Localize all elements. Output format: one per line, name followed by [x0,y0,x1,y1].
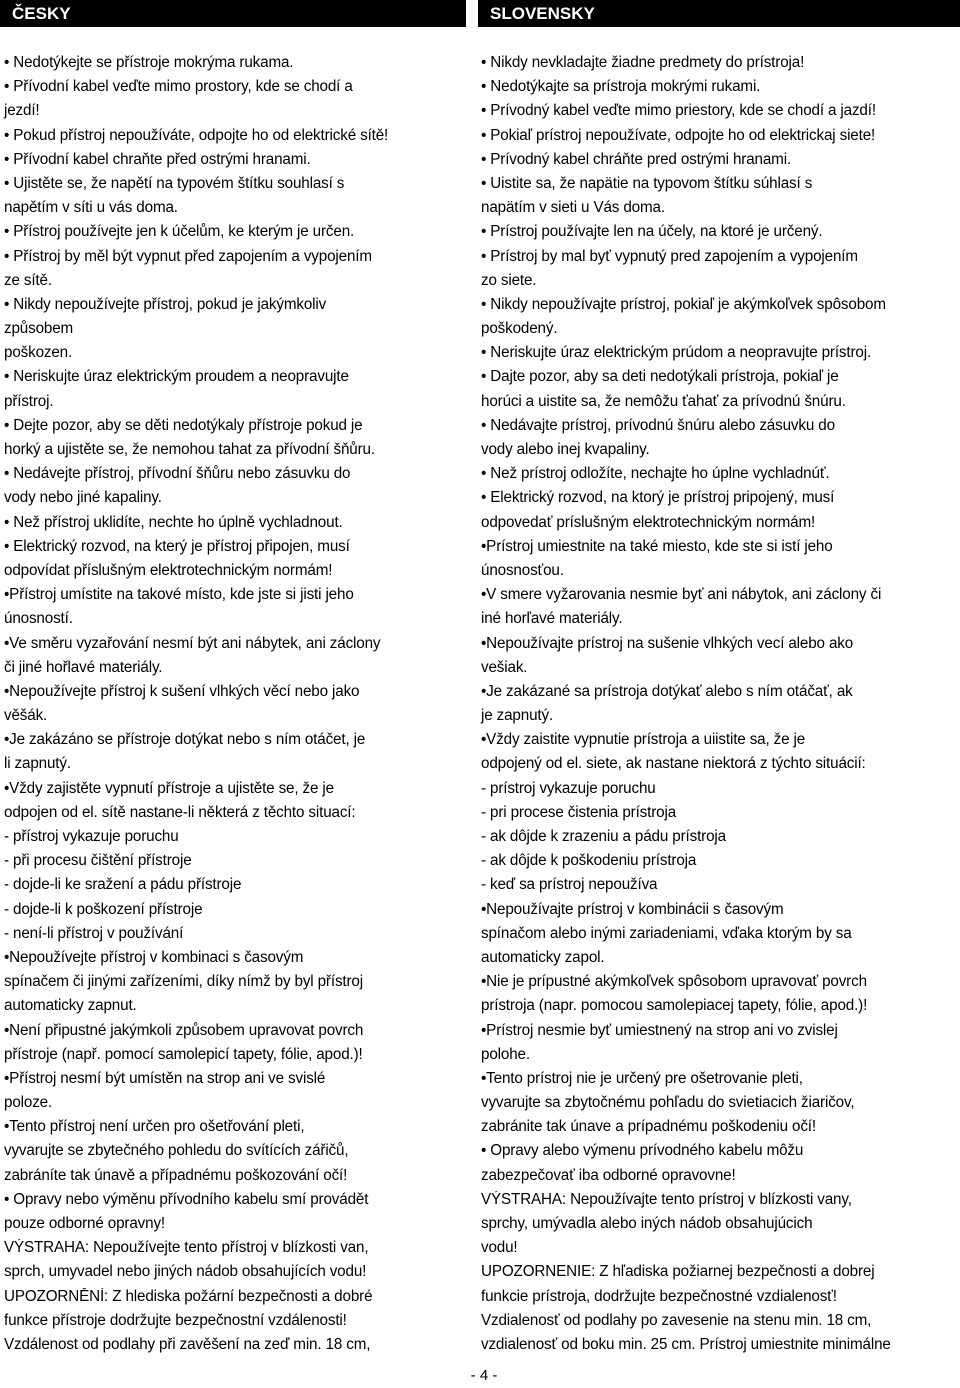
slovak-text-line: VÝSTRAHA: Nepoužívajte tento prístroj v blízkosti vany, [481,1190,852,1208]
czech-text-line: - přístroj vykazuje poruchu [4,828,179,845]
slovak-text-line: poškodený. [481,320,558,338]
czech-text-line: napětím v síti u vás doma. [4,199,178,217]
slovak-text-line: • Dajte pozor, aby sa deti nedotýkali prístroja, pokiaľ je [481,368,839,386]
slovak-text-line: •Nepoužívajte prístroj na sušenie vlhkých vecí alebo ako [481,634,854,652]
column-czech [0,0,466,1353]
slovak-text-line: - keď sa prístroj nepoužíva [481,876,658,894]
slovak-text-line: UPOZORNENIE: Z hľadiska požiarnej bezpečnosti a dobrej [481,1263,875,1281]
slovak-text-line: sprchy, umývadla alebo iných nádob obsahujúcich [481,1215,813,1232]
czech-text-line: • Nedotýkejte se přístroje mokrýma rukama. [4,54,294,71]
slovak-text-line: prístroja (napr. pomocou samolepiacej tapety, fólie, apod.)! [481,997,868,1015]
slovak-text-line: •Tento prístroj nie je určený pre ošetrovanie pleti, [481,1069,803,1087]
czech-text-line: odpojen od el. sítě nastane-li některá z těchto situací: [4,803,356,821]
slovak-text-line: zabránite tak únave a prípadnému poškodeniu očí! [481,1118,816,1136]
slovak-text-line: horúci a uistite sa, že nemôžu ťahať za prívodnú šnúru. [481,392,846,410]
czech-text-line: •Tento přístroj není určen pro ošetřování pleti, [4,1118,305,1136]
czech-text-line: • Nedávejte přístroj, přívodní šňůru nebo zásuvku do [4,465,351,483]
czech-text-line: přístroje (např. pomocí samolepicí tapety, fólie, apod.)! [4,1045,363,1063]
czech-text-line: ze sítě. [4,271,52,289]
czech-text-line: - dojde-li ke sražení a pádu přístroje [4,876,242,894]
czech-text-line: •Není připustné jakýmkoli způsobem upravovat povrch [4,1021,364,1039]
section-heading-slovak: SLOVENSKY [478,0,960,27]
czech-text-line: • Nikdy nepoužívejte přístroj, pokud je jakýmkoliv [4,295,327,313]
czech-text-line: Vzdálenost od podlahy při zavěšení na zeď min. 18 cm, [4,1335,371,1353]
slovak-text-line: • Opravy alebo výmenu prívodného kabelu môžu [481,1142,804,1160]
czech-text-line: vody nebo jiné kapaliny. [4,489,162,507]
czech-text-line: pouze odborné opravny! [4,1215,165,1232]
czech-text-line: funkce přístroje dodržujte bezpečnostní vzdálenosti! [4,1311,347,1329]
slovak-text-line: vodu! [481,1239,518,1257]
slovak-text-line: - pri procese čistenia prístroja [481,803,677,821]
slovak-text-line: Vzdialenosť od podlahy po zavesenie na stenu min. 18 cm, [481,1311,872,1329]
czech-text-line: • Přívodní kabel veďte mimo prostory, kde se chodí a [4,78,353,96]
slovak-text-line: •Prístroj nesmie byť umiestnený na strop ani vo zvislej [481,1021,838,1039]
slovak-text-line: •Vždy zaistite vypnutie prístroja a uiistite sa, že je [481,731,806,749]
slovak-text-line: odpojený od el. siete, ak nastane niektorá z týchto situácií: [481,755,866,773]
slovak-text-line: - prístroj vykazuje poruchu [481,779,656,797]
czech-text-line: automaticky zapnut. [4,997,137,1015]
slovak-text-line: • Prístroj by mal byť vypnutý pred zapojením a vypojením [481,247,858,265]
czech-text-line: •Přístroj umístite na takové místo, kde jste si jisti jeho [4,586,354,604]
slovak-text-line: - ak dôjde k poškodeniu prístroja [481,852,697,870]
czech-text-line: VÝSTRAHA: Nepoužívejte tento přístroj v blízkosti van, [4,1239,369,1257]
slovak-text-line: vzdialenosť od boku min. 25 cm. Prístroj umiestnite minimálne [481,1335,891,1353]
czech-text-line: • Opravy nebo výměnu přívodního kabelu smí provádět [4,1190,369,1208]
slovak-text-line: • Nikdy nepoužívajte prístroj, pokiaľ je akýmkoľvek spôsobom [481,295,886,313]
czech-text-line: •Nepoužívejte přístroj v kombinaci s časovým [4,948,304,966]
slovak-text-line: zo siete. [481,271,537,289]
slovak-text-line: • Prístroj používajte len na účely, na ktoré je určený. [481,223,823,241]
czech-text-line: odpovídat příslušným elektrotechnickým normám! [4,561,333,579]
czech-text-line: •Ve směru vyzařování nesmí být ani nábytek, ani záclony [4,634,381,652]
slovak-text-line: • Prívodný kabel chráňte pred ostrými hranami. [481,150,792,168]
slovak-text-line: zabezpečovať iba odborné opravovne! [481,1166,736,1184]
slovak-text-line: automaticky zapol. [481,948,605,966]
czech-text-line: přístroj. [4,392,54,410]
czech-text-line: poloze. [4,1094,53,1112]
czech-text-line: • Přístroj používejte jen k účelům, ke kterým je určen. [4,223,355,241]
slovak-text-line: •Nie je prípustné akýmkoľvek spôsobom upravovať povrch [481,973,867,991]
slovak-text-line: vyvarujte sa zbytočnému pohľadu do svietiacich žiaričov, [481,1094,855,1112]
czech-text-line: únosností. [4,610,73,628]
czech-text-line: horký a ujistěte se, že nemohou tahat za přívodní šňůru. [4,441,375,458]
czech-text-line: poškozen. [4,344,73,362]
czech-text-line: - není-li přístroj v používání [4,924,184,942]
slovak-text-line: - ak dôjde k zrazeniu a pádu prístroja [481,828,726,845]
czech-text-line: • Ujistěte se, že napětí na typovém štítku souhlasí s [4,174,345,192]
slovak-text-line: • Nikdy nevkladajte žiadne predmety do prístroja! [481,54,805,71]
czech-text-line: věšák. [4,707,48,725]
slovak-text-line: únosnosťou. [481,561,564,579]
czech-text-line: •Přístroj nesmí být umístěn na strop ani ve svislé [4,1069,326,1087]
slovak-text-line: •Prístroj umiestnite na také miesto, kde ste si istí jeho [481,537,833,555]
czech-text-line: • Přístroj by měl být vypnut před zapojením a vypojením [4,247,372,265]
czech-text-line: - při procesu čištění přístroje [4,852,192,870]
slovak-text-line: funkcie prístroja, dodržujte bezpečnostné vzdialenosť! [481,1287,837,1305]
czech-text-line: li zapnutý. [4,755,71,773]
slovak-text-line: vody alebo inej kvapaliny. [481,441,650,458]
czech-text-line: • Dejte pozor, aby se děti nedotýkaly přístroje pokud je [4,416,363,434]
czech-text-line: •Vždy zajistěte vypnutí přístroje a ujistěte se, že je [4,779,334,797]
czech-text-line: zabráníte tak únavě a případnému poškozování očí! [4,1166,348,1184]
slovak-text-line: je zapnutý. [481,707,554,725]
czech-text-line: spínačem či jinými zařízeními, díky nímž by byl přístroj [4,973,363,991]
slovak-text-line: •Nepoužívajte prístroj v kombinácii s časovým [481,900,784,918]
czech-text-line: •Je zakázáno se přístroje dotýkat nebo s ním otáčet, je [4,731,366,749]
slovak-text-line: iné horľavé materiály. [481,610,623,628]
czech-text-line: • Neriskujte úraz elektrickým proudem a neopravujte [4,368,349,386]
slovak-text-line: vešiak. [481,658,528,676]
czech-text-line: • Elektrický rozvod, na který je přístroj připojen, musí [4,537,350,555]
slovak-text-line: • Prívodný kabel veďte mimo priestory, kde se chodí a jazdí! [481,102,876,120]
czech-text-line: způsobem [4,320,74,338]
column-slovak [478,0,960,1353]
slovak-text-line: • Neriskujte úraz elektrickým prúdom a neopravujte prístroj. [481,344,872,362]
czech-text-line: • Pokud přístroj nepoužíváte, odpojte ho od elektrické sítě! [4,126,389,144]
slovak-text-line: odpovedať príslušným elektrotechnickým normám! [481,513,816,531]
slovak-text-line: • Než prístroj odložíte, nechajte ho úplne vychladnúť. [481,465,830,483]
czech-text-line: •Nepoužívejte přístroj k sušení vlhkých věcí nebo jako [4,682,360,700]
slovak-text-line: • Pokiaľ prístroj nepoužívate, odpojte ho od elektrickaj siete! [481,126,876,144]
czech-text-line: UPOZORNĚNÍ: Z hlediska požární bezpečnosti a dobré [4,1287,373,1305]
slovak-text-line: •Je zakázané sa prístroja dotýkať alebo s ním otáčať, ak [481,682,853,700]
slovak-text-line: • Uistite sa, že napätie na typovom štítku súhlasí s [481,174,813,192]
slovak-text-line: • Elektrický rozvod, na ktorý je prístroj pripojený, musí [481,489,835,507]
text-lines-czech [4,51,466,1357]
slovak-text-line: polohe. [481,1045,530,1063]
section-heading-czech: ČESKY [0,0,466,27]
czech-text-line: sprch, umyvadel nebo jiných nádob obsahujících vodu! [4,1263,367,1281]
slovak-text-line: napätím v sieti u Vás doma. [481,199,665,217]
slovak-text-line: spínačom alebo inými zariadeniami, vďaka ktorým by sa [481,924,852,942]
czech-text-line: vyvarujte se zbytečného pohledu do svítících zářičů, [4,1142,349,1160]
page-number: - 4 - [470,1367,498,1384]
text-lines-slovak [481,51,960,1357]
czech-text-line: - dojde-li k poškození přístroje [4,900,203,918]
czech-text-line: či jiné hořlavé materiály. [4,658,163,676]
slovak-text-line: • Nedávajte prístroj, prívodnú šnúru alebo zásuvku do [481,416,835,434]
czech-text-line: jezdí! [4,102,40,120]
slovak-text-line: • Nedotýkajte sa prístroja mokrými rukami. [481,78,761,96]
czech-text-line: • Než přístroj uklidíte, nechte ho úplně vychladnout. [4,513,343,531]
czech-text-line: • Přívodní kabel chraňte před ostrými hranami. [4,150,311,168]
slovak-text-line: •V smere vyžarovania nesmie byť ani nábytok, ani záclony či [481,586,882,604]
